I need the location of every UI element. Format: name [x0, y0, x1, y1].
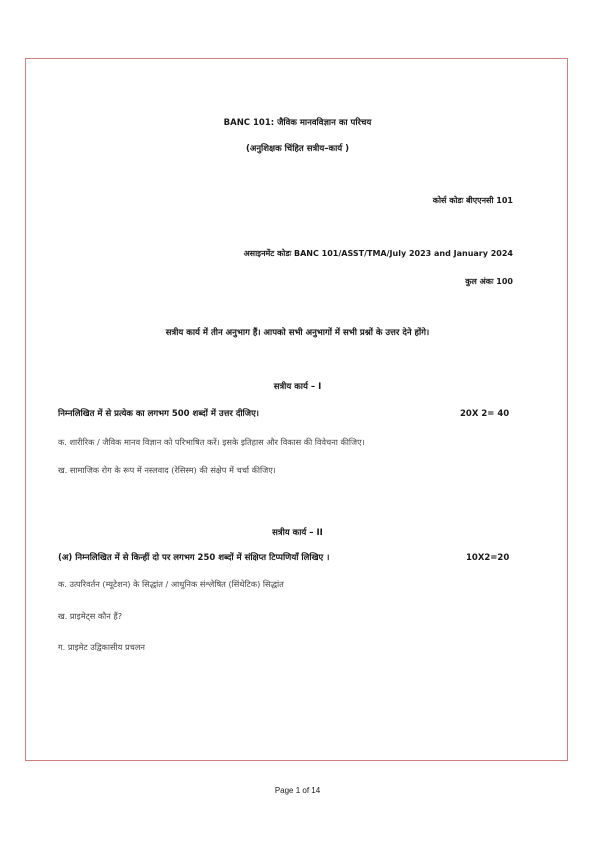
course-code: कोर्स कोडः बीएएनसी 101	[432, 196, 513, 205]
section1-question-b: ख. सामाजिक रोग के रूप में नस्लवाद (रेसिस्म) की संक्षेप में चर्चा कीजिए।	[58, 465, 276, 475]
section2-question-a: क. उत्परिवर्तन (म्यूटेशन) के सिद्धांत / आधुनिक संश्लेषित (सिंथेटिक) सिद्धांत	[58, 579, 284, 589]
assignment-code: असाइनमेंट कोडः BANC 101/ASST/TMA/July 2023 and January 2024	[243, 249, 513, 258]
section1-heading: सत्रीय कार्य – I	[273, 382, 322, 392]
section2-question-c: ग. प्राइमेट उद्विकासीय प्रचलन	[58, 642, 145, 652]
page-number: Page 1 of 14	[274, 786, 321, 795]
section1-marks: 20X 2= 40	[460, 409, 510, 419]
total-marks: कुल अंकः 100	[465, 277, 513, 286]
section1-prompt: निम्नलिखित में से प्रत्येक का लगभग 500 शब्दों में उत्तर दीजिए।	[58, 409, 259, 419]
section2-marks: 10X2=20	[466, 553, 510, 563]
instruction-text: सत्रीय कार्य में तीन अनुभाग हैं। आपको सभी अनुभागों में सभी प्रश्नों के उत्तर देने होंगे।	[165, 328, 430, 338]
section2-heading: सत्रीय कार्य – II	[272, 528, 323, 538]
document-title: BANC 101: जैविक मानवविज्ञान का परिचय	[223, 118, 372, 128]
section2-question-b: ख. प्राइमेट्स कौन हैं?	[58, 611, 123, 621]
document-subtitle: (अनुशिक्षक चिंहित सत्रीय–कार्य )	[245, 144, 350, 154]
section1-question-a: क. शारीरिक / जैविक मानव विज्ञान को परिभाषित करें। इसके इतिहास और विकास की विवेचना कीजिए।	[58, 437, 365, 447]
section2-prompt: (अ) निम्नलिखित में से किन्हीं दो पर लगभग 250 शब्दों में संक्षिप्त टिप्पणियाँ लिखिए ।	[58, 553, 330, 563]
